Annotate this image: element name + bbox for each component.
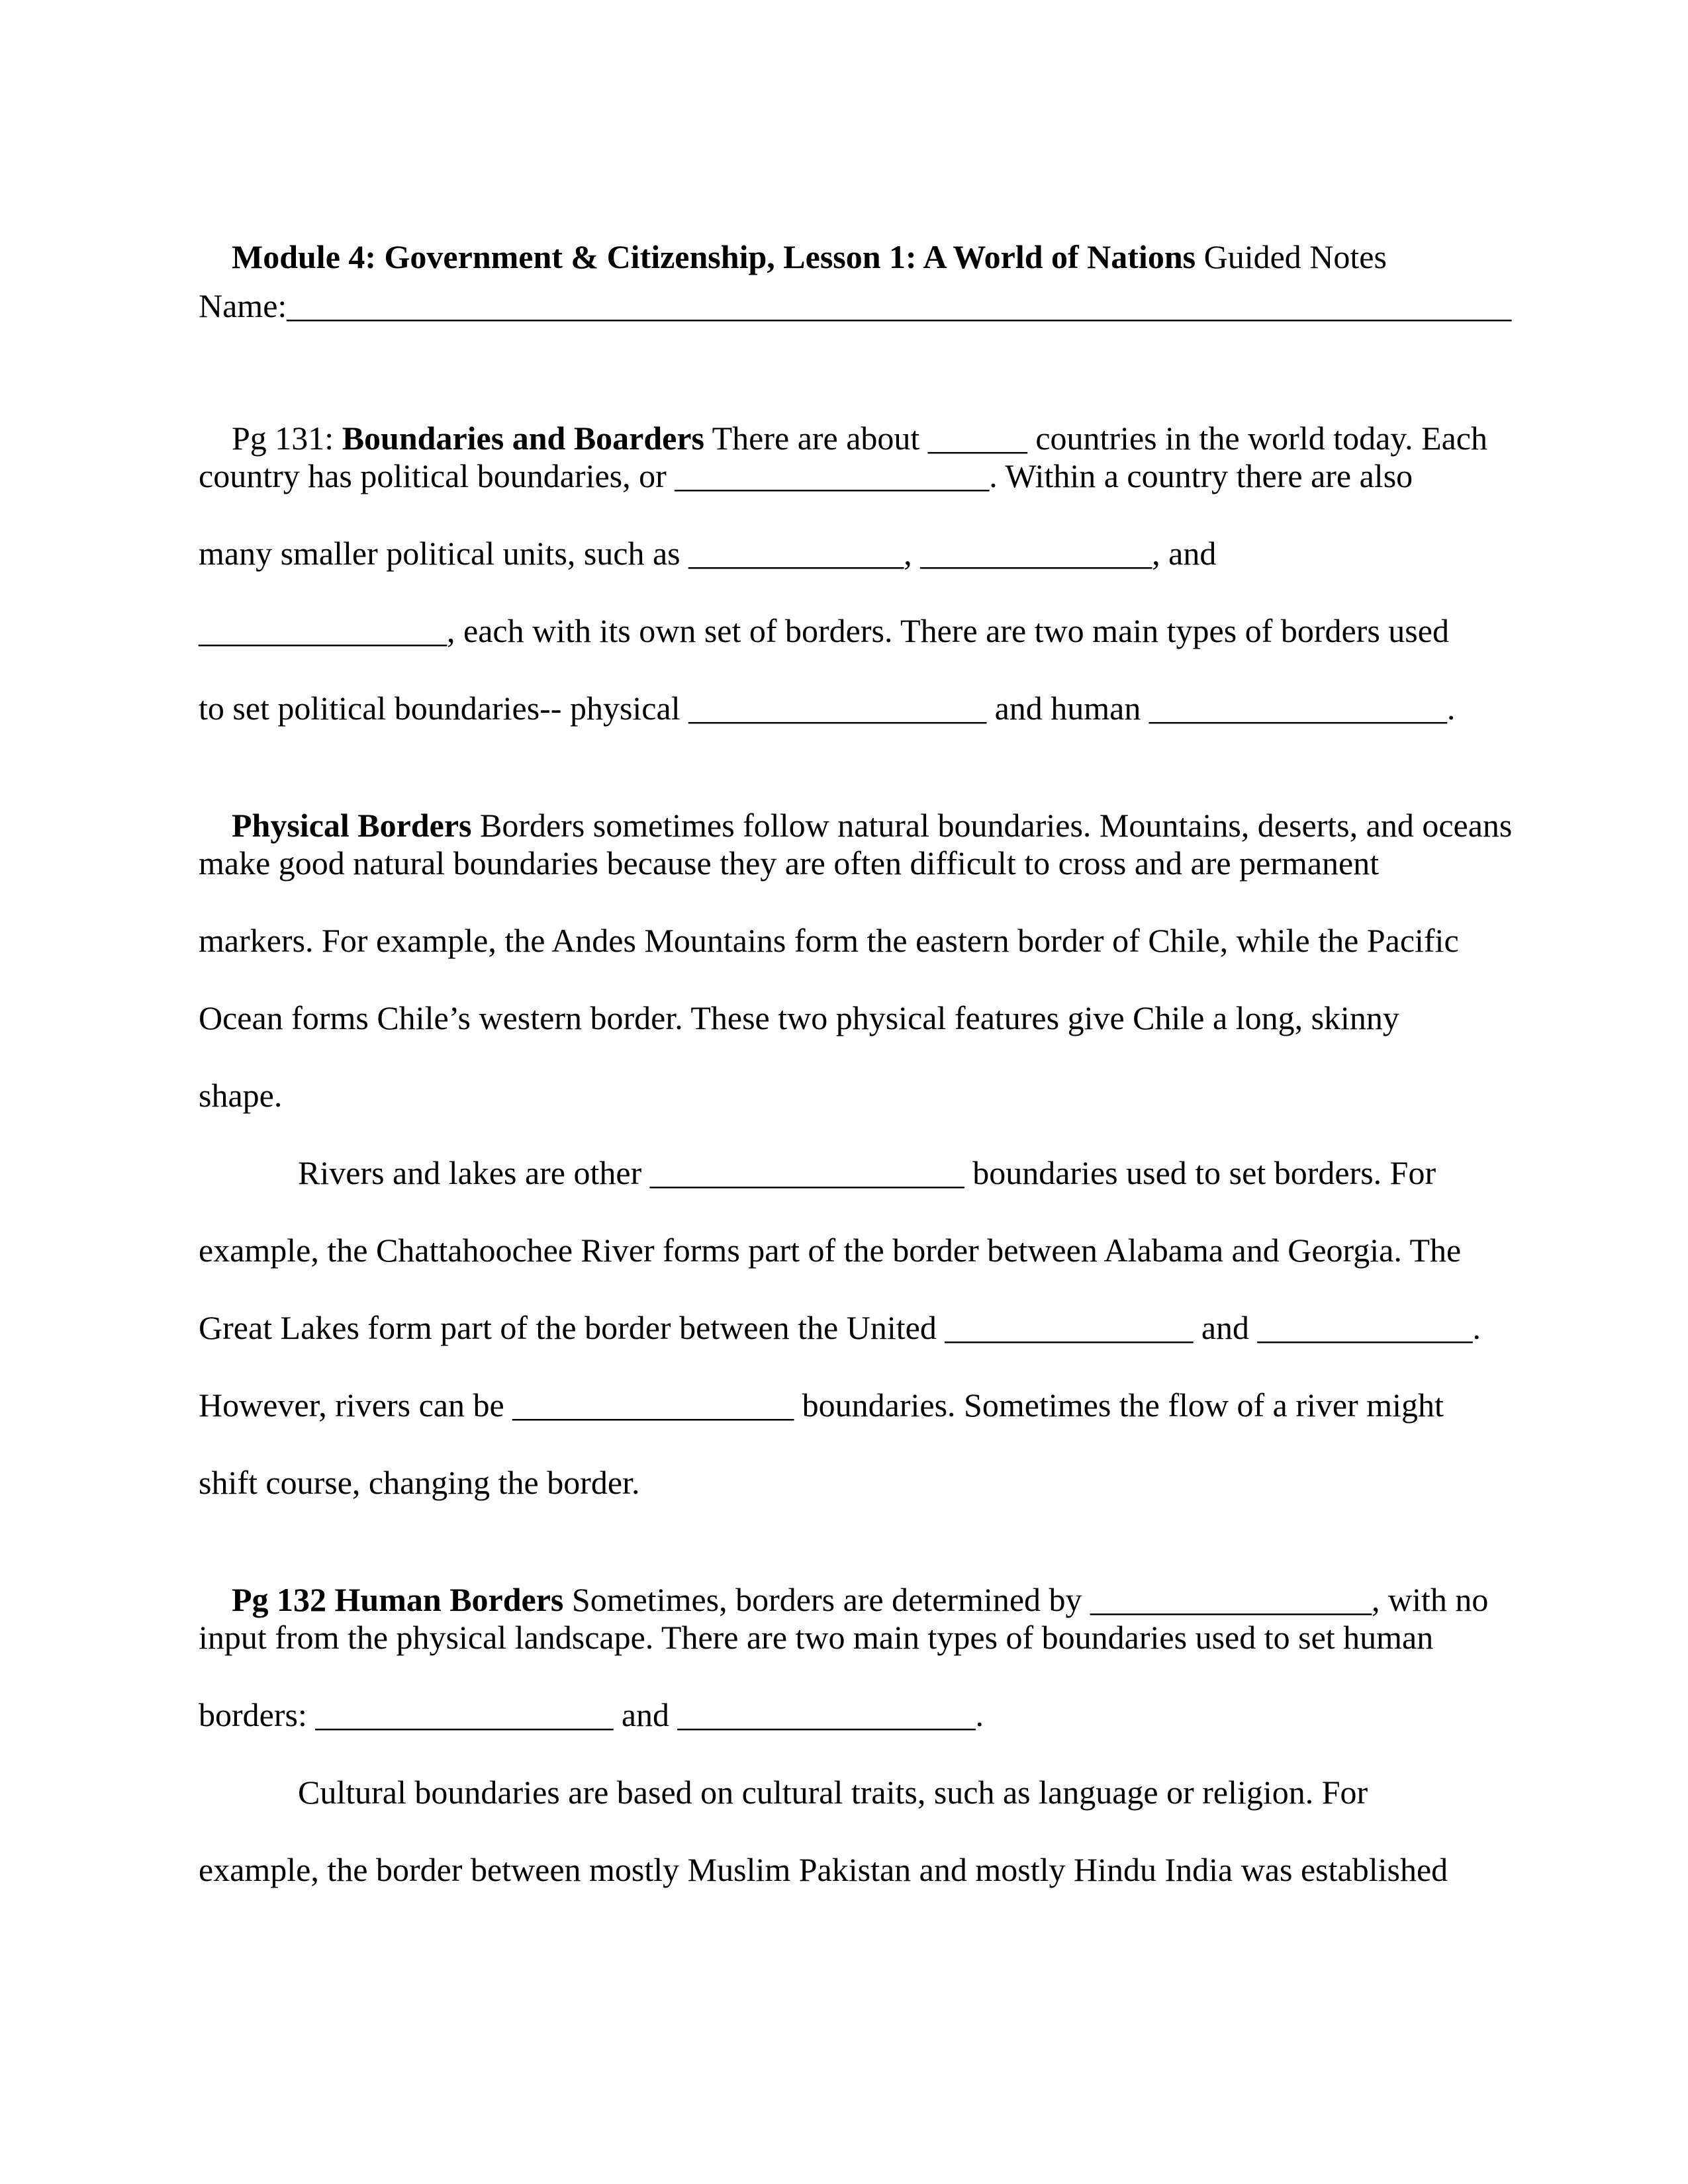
paragraph-line-18: borders: __________________ and __________________. [199, 1696, 984, 1733]
paragraph-line-2: country has political boundaries, or ___________________. Within a country there are also [199, 457, 1413, 494]
paragraph-line-20: example, the border between mostly Muslim Pakistan and mostly Hindu India was established [199, 1851, 1448, 1888]
paragraph-line-17: input from the physical landscape. There are two main types of boundaries used to set human [199, 1619, 1434, 1656]
paragraph-line-13: Great Lakes form part of the border between the United _______________ and _____________. [199, 1309, 1481, 1346]
paragraph-line-15: shift course, changing the border. [199, 1464, 640, 1501]
title-bold: Module 4: Government & Citizenship, Lesson 1: A World of Nations [232, 238, 1196, 275]
page-ref: Pg 131: [232, 420, 342, 457]
paragraph-line-10: shape. [199, 1077, 283, 1114]
paragraph-line-14: However, rivers can be _________________ boundaries. Sometimes the flow of a river might [199, 1387, 1444, 1424]
paragraph-line-11: Rivers and lakes are other ___________________ boundaries used to set borders. For [298, 1154, 1436, 1191]
section-heading-human: Pg 132 Human Borders [232, 1581, 564, 1618]
title-rest: Guided Notes [1196, 238, 1387, 275]
line-text: Borders sometimes follow natural boundaries. Mountains, deserts, and oceans [471, 807, 1513, 844]
name-field-line: Name:__________________________________________________________________________ [199, 287, 1512, 324]
paragraph-line-9: Ocean forms Chile’s western border. These two physical features give Chile a long, skinny [199, 999, 1399, 1036]
paragraph-line-8: markers. For example, the Andes Mountains form the eastern border of Chile, while the Pacific [199, 922, 1459, 959]
paragraph-line-5: to set political boundaries-- physical __________________ and human __________________. [199, 690, 1456, 727]
paragraph-line-19: Cultural boundaries are based on cultural traits, such as language or religion. For [298, 1774, 1368, 1811]
paragraph-line-7: make good natural boundaries because they are often difficult to cross and are permanent [199, 844, 1380, 882]
paragraph-line-3: many smaller political units, such as _____________, ______________, and [199, 535, 1217, 572]
line-text: There are about ______ countries in the world today. Each [704, 420, 1487, 457]
paragraph-line-4: _______________, each with its own set of borders. There are two main types of borders used [199, 612, 1449, 649]
section-heading-physical: Physical Borders [232, 807, 472, 844]
paragraph-line-12: example, the Chattahoochee River forms part of the border between Alabama and Georgia. The [199, 1232, 1462, 1269]
section-heading-boundaries: Boundaries and Boarders [342, 420, 705, 457]
line-text: Sometimes, borders are determined by _________________, with no [563, 1581, 1489, 1618]
